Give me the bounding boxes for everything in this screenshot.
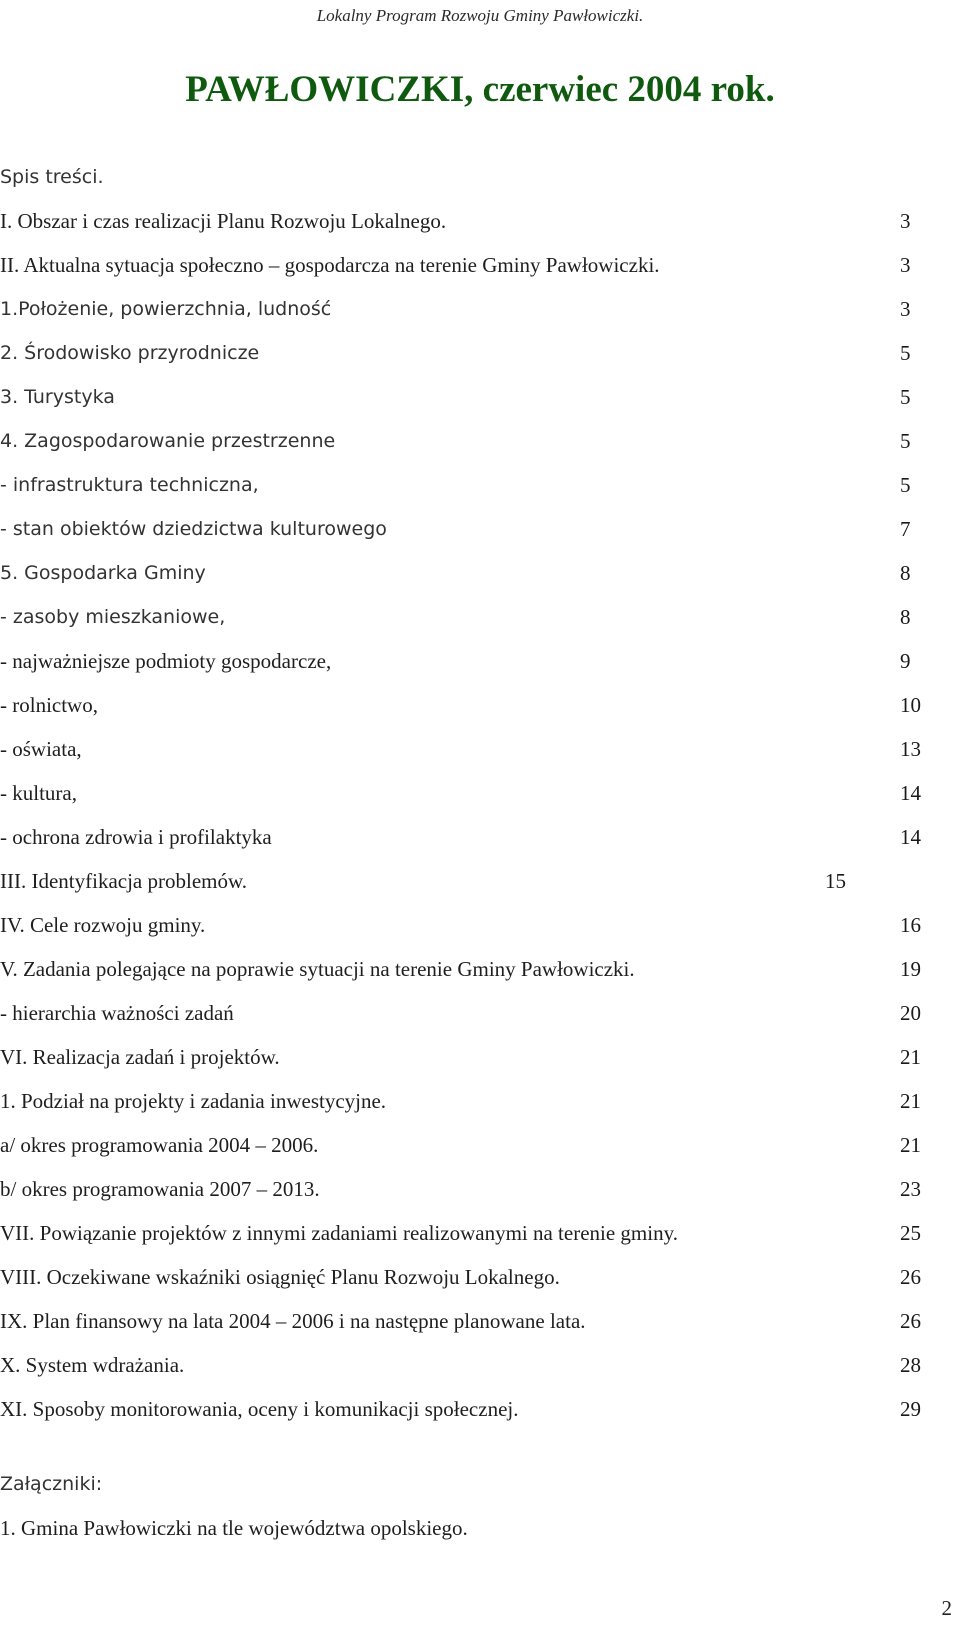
toc-entry	[0, 1079, 940, 1123]
toc-entry-page: 8	[900, 561, 911, 585]
toc-entry	[0, 1299, 940, 1343]
toc-entry	[0, 727, 940, 771]
toc-entry	[0, 1035, 940, 1079]
toc-entry-label: - hierarchia ważności zadań	[0, 1001, 234, 1025]
toc-entry-label: b/ okres programowania 2007 – 2013.	[0, 1177, 320, 1201]
toc-entry-page: 28	[900, 1353, 921, 1377]
toc-entry-page: 14	[900, 781, 921, 805]
toc-entry-label: 1. Podział na projekty i zadania inwestycyjne.	[0, 1089, 387, 1113]
toc-entry-label: - zasoby mieszkaniowe,	[0, 606, 226, 628]
toc-entry	[0, 1387, 940, 1431]
toc-entry	[0, 199, 940, 243]
toc-entry	[0, 815, 940, 859]
toc-entry-label: VI. Realizacja zadań i projektów.	[0, 1045, 280, 1069]
toc-entry	[0, 947, 940, 991]
toc-entry	[0, 1211, 940, 1255]
toc-entry-page: 21	[900, 1133, 921, 1157]
toc-heading-row	[0, 155, 940, 199]
toc-entry-page: 26	[900, 1309, 921, 1333]
running-header: Lokalny Program Rozwoju Gminy Pawłowiczki.	[316, 6, 644, 25]
toc-entry-page: 5	[900, 341, 911, 365]
toc-entry	[0, 991, 940, 1035]
toc-entry-page: 13	[900, 737, 921, 761]
toc-entry	[0, 639, 940, 683]
toc-entry-label: 5. Gospodarka Gminy	[0, 562, 206, 584]
toc-entry-label: 3. Turystyka	[0, 386, 115, 408]
toc-entry-page: 19	[900, 957, 921, 981]
toc-entry-page: 3	[900, 297, 911, 321]
toc-entry-page: 29	[900, 1397, 921, 1421]
toc-entry-label: - stan obiektów dziedzictwa kulturowego	[0, 518, 387, 540]
toc-entry	[0, 1255, 940, 1299]
toc-entry-page: 15	[825, 869, 846, 893]
toc-entry	[0, 243, 940, 287]
page-title: PAWŁOWICZKI, czerwiec 2004 rok.	[185, 69, 775, 110]
toc-entry-page: 8	[900, 605, 911, 629]
toc-entry-label: II. Aktualna sytuacja społeczno – gospodarcza na terenie Gminy Pawłowiczki.	[0, 253, 660, 277]
toc-entry-label: - oświata,	[0, 737, 82, 761]
toc-entry	[0, 419, 940, 463]
attachment-item: 1. Gmina Pawłowiczki na tle województwa opolskiego.	[0, 1516, 468, 1540]
toc-entry	[0, 1123, 940, 1167]
toc-entry	[0, 551, 940, 595]
toc-entry-label: - ochrona zdrowia i profilaktyka	[0, 825, 272, 849]
toc-entry	[0, 1167, 940, 1211]
toc-entry-page: 5	[900, 385, 911, 409]
toc-entry-label: - rolnictwo,	[0, 693, 98, 717]
toc-entry-page: 25	[900, 1221, 921, 1245]
toc-entry-label: a/ okres programowania 2004 – 2006.	[0, 1133, 319, 1157]
toc-entry	[0, 771, 940, 815]
toc-entry-page: 3	[900, 253, 911, 277]
toc-entry-label: 4. Zagospodarowanie przestrzenne	[0, 430, 336, 452]
toc-entry-label: - infrastruktura techniczna,	[0, 474, 259, 496]
toc-entry-label: 1.Położenie, powierzchnia, ludność	[0, 298, 332, 320]
toc-entry	[0, 683, 940, 727]
toc-entry-page: 21	[900, 1089, 921, 1113]
toc-entry-page: 10	[900, 693, 921, 717]
toc-heading: Spis treści.	[0, 166, 104, 188]
toc-entry-page: 21	[900, 1045, 921, 1069]
toc-entry	[0, 859, 940, 903]
toc-entry-label: VII. Powiązanie projektów z innymi zadaniami realizowanymi na terenie gminy.	[0, 1221, 678, 1245]
toc-entry-label: - najważniejsze podmioty gospodarcze,	[0, 649, 332, 673]
toc-entry-page: 20	[900, 1001, 921, 1025]
toc-entry-label: VIII. Oczekiwane wskaźniki osiągnięć Planu Rozwoju Lokalnego.	[0, 1265, 560, 1289]
toc-entry-page: 5	[900, 429, 911, 453]
table-of-contents	[0, 155, 940, 1431]
toc-entry-label: - kultura,	[0, 781, 77, 805]
toc-entry-label: III. Identyfikacja problemów.	[0, 869, 248, 893]
toc-entry-label: IX. Plan finansowy na lata 2004 – 2006 i na następne planowane lata.	[0, 1309, 586, 1333]
toc-entry-label: V. Zadania polegające na poprawie sytuacji na terenie Gminy Pawłowiczki.	[0, 957, 635, 981]
toc-entry	[0, 595, 940, 639]
toc-entry-page: 16	[900, 913, 921, 937]
toc-entry	[0, 331, 940, 375]
toc-entry-page: 3	[900, 209, 911, 233]
toc-entry	[0, 287, 940, 331]
toc-entry	[0, 463, 940, 507]
page-number: 2	[941, 1596, 952, 1620]
toc-entry	[0, 903, 940, 947]
toc-list	[0, 199, 940, 1431]
toc-entry-page: 5	[900, 473, 911, 497]
attachments-heading: Załączniki:	[0, 1473, 103, 1495]
toc-entry-label: 2. Środowisko przyrodnicze	[0, 342, 260, 364]
toc-entry-page: 9	[900, 649, 911, 673]
toc-entry	[0, 507, 940, 551]
toc-entry-label: X. System wdrażania.	[0, 1353, 185, 1377]
toc-entry	[0, 375, 940, 419]
toc-entry-label: XI. Sposoby monitorowania, oceny i komunikacji społecznej.	[0, 1397, 519, 1421]
toc-entry-label: I. Obszar i czas realizacji Planu Rozwoju Lokalnego.	[0, 209, 447, 233]
toc-entry-label: IV. Cele rozwoju gminy.	[0, 913, 206, 937]
toc-entry	[0, 1343, 940, 1387]
toc-entry-page: 23	[900, 1177, 921, 1201]
toc-entry-page: 14	[900, 825, 921, 849]
toc-entry-page: 26	[900, 1265, 921, 1289]
toc-entry-page: 7	[900, 517, 911, 541]
